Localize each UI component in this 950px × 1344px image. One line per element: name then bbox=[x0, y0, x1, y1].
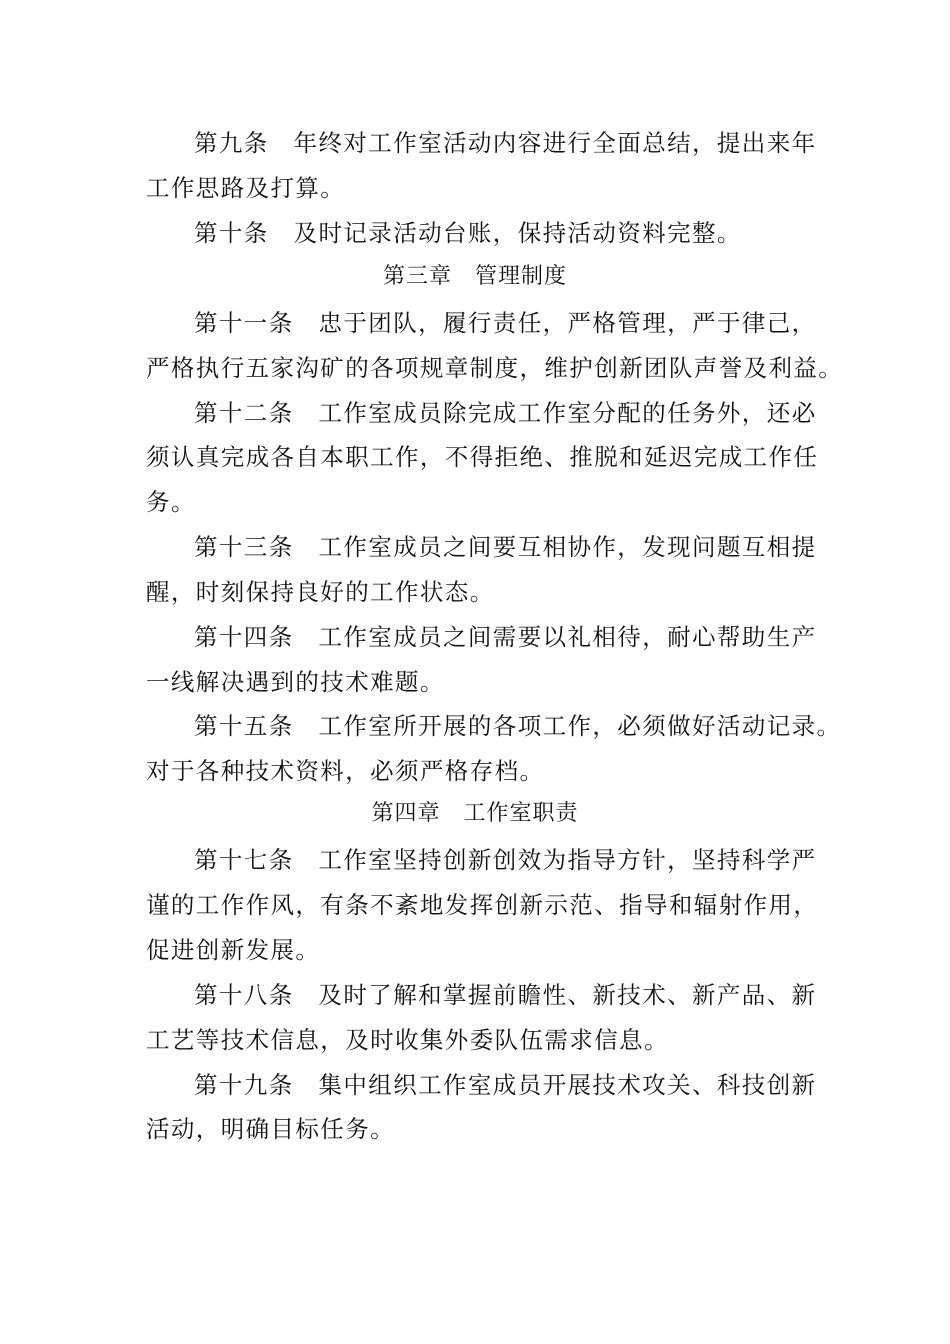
article-10-line-1: 第十条 及时记录活动台账，保持活动资料完整。 bbox=[194, 219, 742, 247]
article-12-line-2: 须认真完成各自本职工作，不得拒绝、推脱和延迟完成工作任 bbox=[146, 443, 819, 471]
article-17-line-1: 第十七条 工作室坚持创新创效为指导方针，坚持科学严 bbox=[194, 846, 817, 874]
article-12-line-1: 第十二条 工作室成员除完成工作室分配的任务外，还必 bbox=[194, 399, 817, 427]
article-14-line-1: 第十四条 工作室成员之间需要以礼相待，耐心帮助生产 bbox=[194, 623, 817, 651]
chapter-4-heading: 第四章 工作室职责 bbox=[371, 801, 579, 826]
article-15-line-1: 第十五条 工作室所开展的各项工作，必须做好活动记录。 bbox=[194, 712, 842, 740]
article-13-line-1: 第十三条 工作室成员之间要互相协作，发现问题互相提 bbox=[194, 533, 817, 561]
article-11-line-2: 严格执行五家沟矿的各项规章制度，维护创新团队声誉及利益。 bbox=[146, 354, 844, 382]
article-13-line-2: 醒，时刻保持良好的工作状态。 bbox=[146, 578, 495, 606]
article-18-line-1: 第十八条 及时了解和掌握前瞻性、新技术、新产品、新 bbox=[194, 981, 817, 1009]
article-17-line-2: 谨的工作作风，有条不紊地发挥创新示范、指导和辐射作用， bbox=[146, 891, 819, 919]
article-17-line-3: 促进创新发展。 bbox=[146, 936, 321, 964]
article-9-line-2: 工作思路及打算。 bbox=[146, 174, 346, 202]
article-11-line-1: 第十一条 忠于团队，履行责任，严格管理，严于律己， bbox=[194, 309, 817, 337]
article-14-line-2: 一线解决遇到的技术难题。 bbox=[146, 668, 445, 696]
article-19-line-1: 第十九条 集中组织工作室成员开展技术攻关、科技创新 bbox=[194, 1071, 817, 1099]
article-12-line-3: 务。 bbox=[146, 488, 196, 516]
article-15-line-2: 对于各种技术资料，必须严格存档。 bbox=[146, 757, 545, 785]
article-19-line-2: 活动，明确目标任务。 bbox=[146, 1115, 395, 1143]
chapter-3-heading: 第三章 管理制度 bbox=[382, 264, 567, 289]
article-9-line-1: 第九条 年终对工作室活动内容进行全面总结，提出来年 bbox=[194, 129, 817, 157]
article-18-line-2: 工艺等技术信息，及时收集外委队伍需求信息。 bbox=[146, 1026, 669, 1054]
